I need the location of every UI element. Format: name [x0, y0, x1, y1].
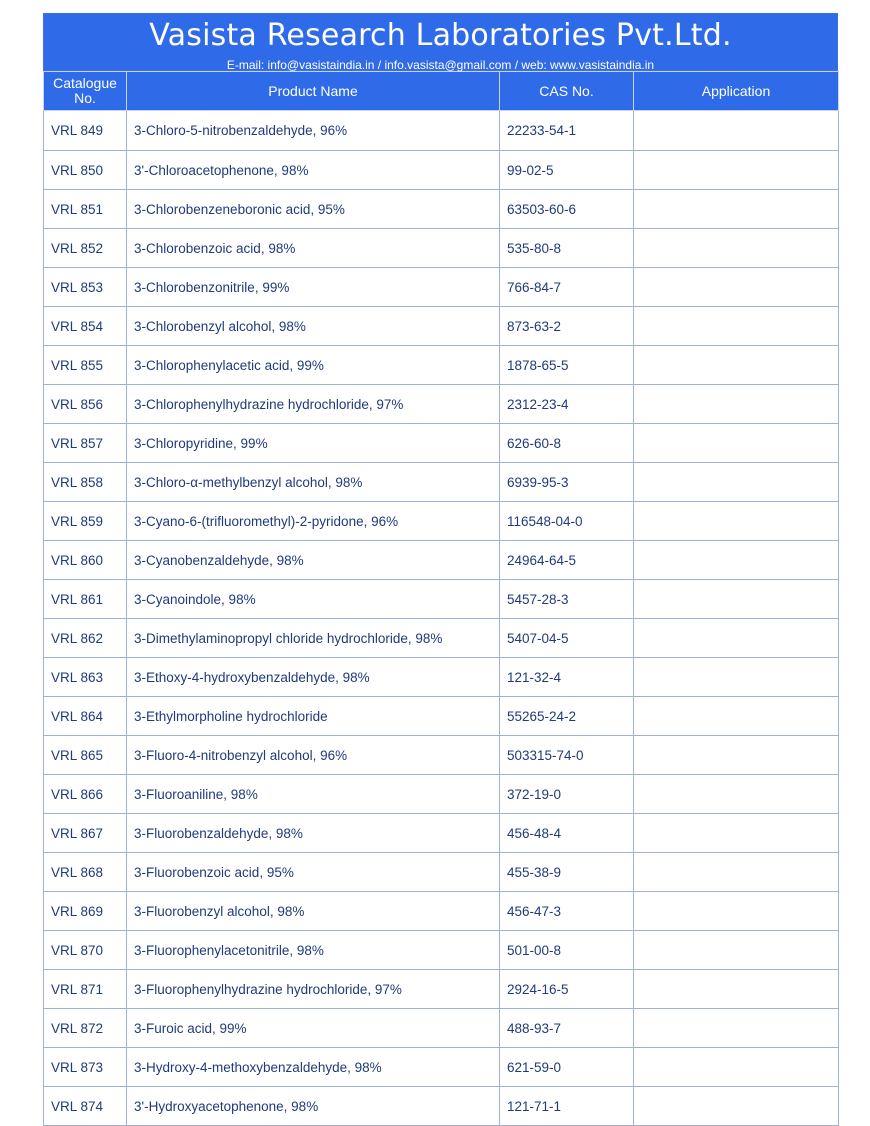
product-name-cell: 3-Chloropyridine, 99%: [127, 424, 500, 463]
product-name-cell: 3-Ethoxy-4-hydroxybenzaldehyde, 98%: [127, 658, 500, 697]
product-name-cell: 3-Fluoro-4-nitrobenzyl alcohol, 96%: [127, 736, 500, 775]
table-row: [44, 775, 839, 814]
cas-number-cell: 116548-04-0: [500, 502, 634, 541]
cas-number-cell: 6939-95-3: [500, 463, 634, 502]
table-row: [44, 541, 839, 580]
company-banner: [43, 13, 838, 71]
column-header-catalogue: [44, 72, 127, 111]
catalogue-header-line1: Catalogue: [53, 75, 117, 91]
table-row: [44, 1048, 839, 1087]
application-cell: [634, 697, 839, 736]
cas-number-cell: 22233-54-1: [500, 111, 634, 151]
cas-number-cell: 99-02-5: [500, 151, 634, 190]
product-name-cell: 3-Chlorobenzeneboronic acid, 95%: [127, 190, 500, 229]
table-row: [44, 892, 839, 931]
cas-number-cell: 372-19-0: [500, 775, 634, 814]
application-cell: [634, 463, 839, 502]
catalogue-cell: VRL 870: [44, 931, 127, 970]
table-header-row: [44, 72, 839, 111]
catalogue-cell: VRL 849: [44, 111, 127, 151]
cas-number-cell: 873-63-2: [500, 307, 634, 346]
application-cell: [634, 190, 839, 229]
product-name-cell: 3-Chlorophenylhydrazine hydrochloride, 97%: [127, 385, 500, 424]
table-body: [44, 111, 839, 1126]
cas-number-cell: 5457-28-3: [500, 580, 634, 619]
cas-number-cell: 488-93-7: [500, 1009, 634, 1048]
product-name-cell: 3-Chlorobenzoic acid, 98%: [127, 229, 500, 268]
product-name-cell: 3-Fluorophenylhydrazine hydrochloride, 97%: [127, 970, 500, 1009]
catalogue-cell: VRL 853: [44, 268, 127, 307]
cas-number-cell: 55265-24-2: [500, 697, 634, 736]
application-cell: [634, 1009, 839, 1048]
application-cell: [634, 502, 839, 541]
table-row: [44, 190, 839, 229]
application-cell: [634, 1087, 839, 1126]
product-name-cell: 3-Cyanoindole, 98%: [127, 580, 500, 619]
catalogue-header-line2: No.: [74, 90, 96, 106]
application-cell: [634, 1048, 839, 1087]
table-row: [44, 853, 839, 892]
product-name-cell: 3-Cyanobenzaldehyde, 98%: [127, 541, 500, 580]
cas-number-cell: 766-84-7: [500, 268, 634, 307]
product-name-cell: 3-Chloro-α-methylbenzyl alcohol, 98%: [127, 463, 500, 502]
catalogue-cell: VRL 867: [44, 814, 127, 853]
catalogue-cell: VRL 852: [44, 229, 127, 268]
cas-number-cell: 5407-04-5: [500, 619, 634, 658]
catalogue-cell: VRL 854: [44, 307, 127, 346]
table-row: [44, 658, 839, 697]
product-name-cell: 3-Fluorobenzaldehyde, 98%: [127, 814, 500, 853]
catalogue-cell: VRL 851: [44, 190, 127, 229]
catalogue-cell: VRL 872: [44, 1009, 127, 1048]
product-name-cell: 3-Hydroxy-4-methoxybenzaldehyde, 98%: [127, 1048, 500, 1087]
table-row: [44, 970, 839, 1009]
table-row: [44, 151, 839, 190]
cas-number-cell: 456-47-3: [500, 892, 634, 931]
application-cell: [634, 307, 839, 346]
application-cell: [634, 736, 839, 775]
table-row: [44, 385, 839, 424]
catalogue-cell: VRL 866: [44, 775, 127, 814]
application-cell: [634, 931, 839, 970]
product-name-cell: 3-Chlorobenzyl alcohol, 98%: [127, 307, 500, 346]
product-name-cell: 3-Fluorophenylacetonitrile, 98%: [127, 931, 500, 970]
cas-number-cell: 121-71-1: [500, 1087, 634, 1126]
product-name-cell: 3-Fluorobenzoic acid, 95%: [127, 853, 500, 892]
table-row: [44, 463, 839, 502]
catalogue-cell: VRL 871: [44, 970, 127, 1009]
product-name-cell: 3-Cyano-6-(trifluoromethyl)-2-pyridone, 96%: [127, 502, 500, 541]
application-cell: [634, 580, 839, 619]
catalogue-cell: VRL 856: [44, 385, 127, 424]
product-name-cell: 3-Chlorobenzonitrile, 99%: [127, 268, 500, 307]
product-name-cell: 3-Chlorophenylacetic acid, 99%: [127, 346, 500, 385]
product-table: [43, 71, 839, 1126]
catalogue-cell: VRL 869: [44, 892, 127, 931]
catalogue-cell: VRL 873: [44, 1048, 127, 1087]
catalogue-sheet: [43, 13, 838, 1126]
application-cell: [634, 151, 839, 190]
cas-number-cell: 535-80-8: [500, 229, 634, 268]
table-row: [44, 697, 839, 736]
catalogue-cell: VRL 874: [44, 1087, 127, 1126]
column-header-cas: CAS No.: [500, 72, 634, 111]
cas-number-cell: 456-48-4: [500, 814, 634, 853]
catalogue-cell: VRL 860: [44, 541, 127, 580]
product-name-cell: 3-Fluoroaniline, 98%: [127, 775, 500, 814]
application-cell: [634, 111, 839, 151]
application-cell: [634, 658, 839, 697]
product-name-cell: 3'-Hydroxyacetophenone, 98%: [127, 1087, 500, 1126]
table-row: [44, 619, 839, 658]
catalogue-cell: VRL 858: [44, 463, 127, 502]
table-row: [44, 580, 839, 619]
cas-number-cell: 2312-23-4: [500, 385, 634, 424]
application-cell: [634, 970, 839, 1009]
cas-number-cell: 121-32-4: [500, 658, 634, 697]
product-name-cell: 3-Dimethylaminopropyl chloride hydrochloride, 98%: [127, 619, 500, 658]
cas-number-cell: 501-00-8: [500, 931, 634, 970]
table-row: [44, 346, 839, 385]
application-cell: [634, 814, 839, 853]
cas-number-cell: 24964-64-5: [500, 541, 634, 580]
application-cell: [634, 541, 839, 580]
catalogue-cell: VRL 857: [44, 424, 127, 463]
table-row: [44, 1009, 839, 1048]
cas-number-cell: 1878-65-5: [500, 346, 634, 385]
table-row: [44, 814, 839, 853]
application-cell: [634, 385, 839, 424]
cas-number-cell: 503315-74-0: [500, 736, 634, 775]
product-name-cell: 3-Ethylmorpholine hydrochloride: [127, 697, 500, 736]
catalogue-cell: VRL 855: [44, 346, 127, 385]
table-row: [44, 111, 839, 151]
table-row: [44, 229, 839, 268]
column-header-product: Product Name: [127, 72, 500, 111]
catalogue-cell: VRL 865: [44, 736, 127, 775]
cas-number-cell: 455-38-9: [500, 853, 634, 892]
product-name-cell: 3-Fluorobenzyl alcohol, 98%: [127, 892, 500, 931]
table-row: [44, 307, 839, 346]
application-cell: [634, 853, 839, 892]
column-header-application: Application: [634, 72, 839, 111]
catalogue-cell: VRL 863: [44, 658, 127, 697]
table-row: [44, 1087, 839, 1126]
application-cell: [634, 892, 839, 931]
application-cell: [634, 424, 839, 463]
company-name: Vasista Research Laboratories Pvt.Ltd.: [149, 18, 732, 53]
table-row: [44, 931, 839, 970]
application-cell: [634, 619, 839, 658]
catalogue-cell: VRL 859: [44, 502, 127, 541]
cas-number-cell: 621-59-0: [500, 1048, 634, 1087]
application-cell: [634, 268, 839, 307]
table-row: [44, 268, 839, 307]
cas-number-cell: 626-60-8: [500, 424, 634, 463]
product-name-cell: 3'-Chloroacetophenone, 98%: [127, 151, 500, 190]
contact-line: E-mail: info@vasistaindia.in / info.vasista@gmail.com / web: www.vasistaindia.in: [226, 58, 655, 72]
cas-number-cell: 63503-60-6: [500, 190, 634, 229]
catalogue-cell: VRL 862: [44, 619, 127, 658]
product-name-cell: 3-Furoic acid, 99%: [127, 1009, 500, 1048]
table-row: [44, 424, 839, 463]
table-row: [44, 736, 839, 775]
catalogue-cell: VRL 864: [44, 697, 127, 736]
application-cell: [634, 775, 839, 814]
cas-number-cell: 2924-16-5: [500, 970, 634, 1009]
table-row: [44, 502, 839, 541]
catalogue-cell: VRL 850: [44, 151, 127, 190]
catalogue-cell: VRL 861: [44, 580, 127, 619]
product-name-cell: 3-Chloro-5-nitrobenzaldehyde, 96%: [127, 111, 500, 151]
application-cell: [634, 229, 839, 268]
catalogue-cell: VRL 868: [44, 853, 127, 892]
application-cell: [634, 346, 839, 385]
